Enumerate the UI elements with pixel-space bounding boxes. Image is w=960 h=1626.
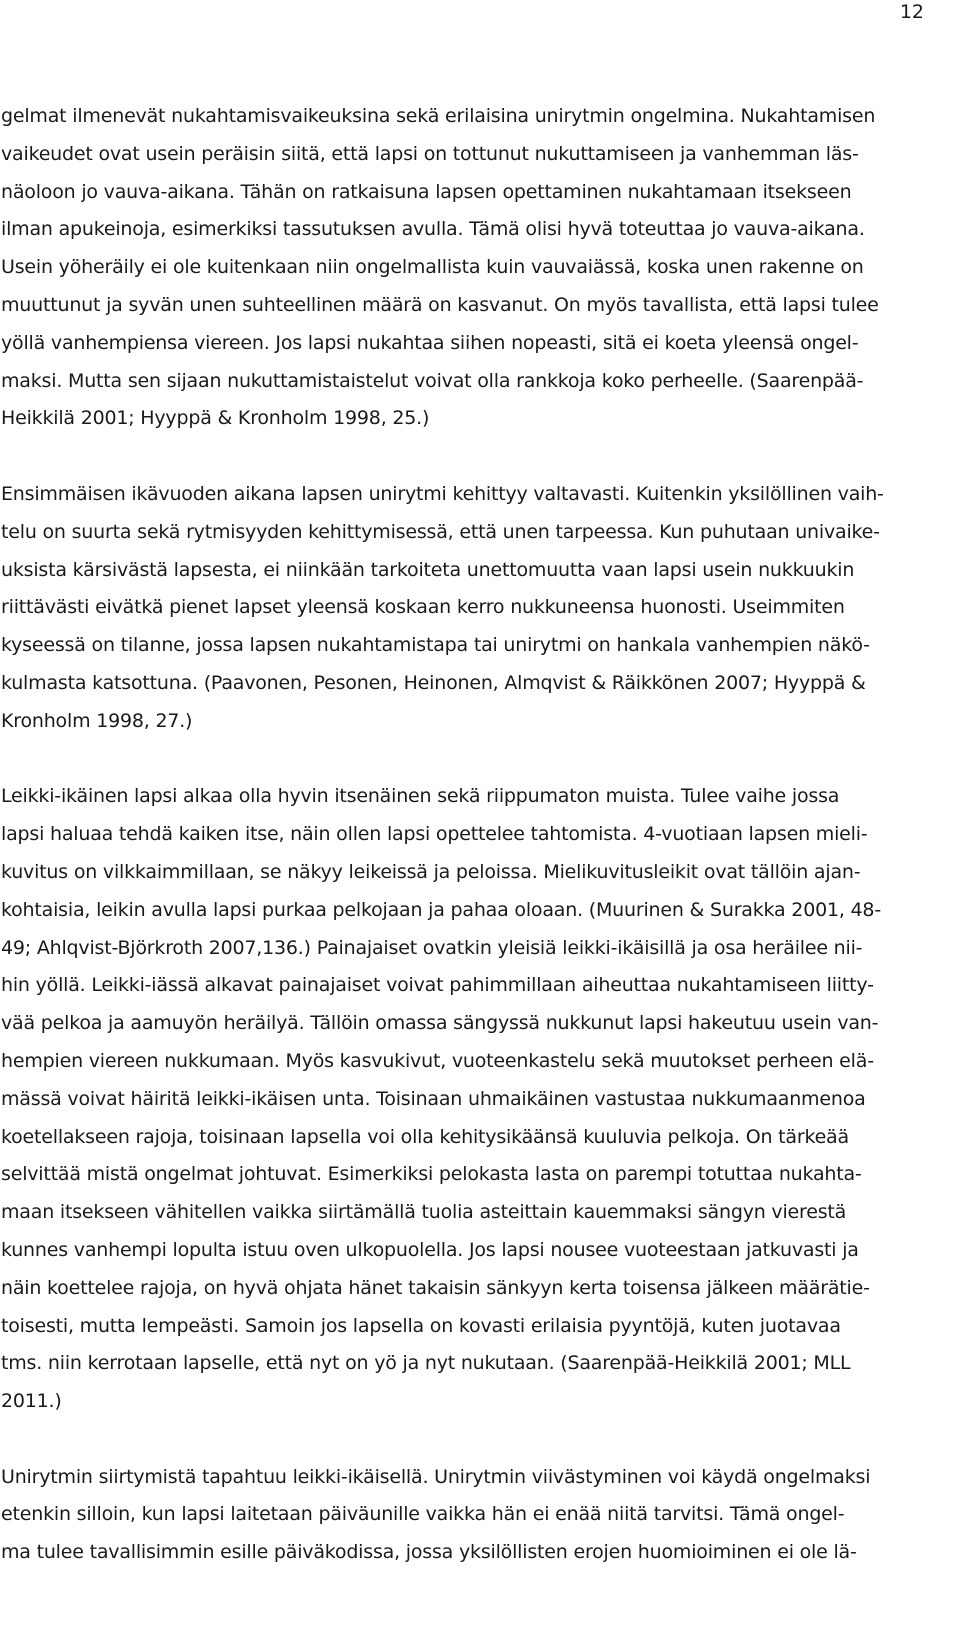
- paragraph: [1, 778, 931, 1421]
- text-line: kulmasta katsottuna. (Paavonen, Pesonen, Heinonen, Almqvist & Räikkönen 2007; Hyyppä &: [1, 671, 866, 694]
- text-line: maan itsekseen vähitellen vaikka siirtämällä tuolia asteittain kauemmaksi sängyn vierestä: [1, 1201, 847, 1224]
- page-number: 12: [899, 1, 924, 23]
- paragraph-spacer: [1, 438, 931, 476]
- text-line: selvittää mistä ongelmat johtuvat. Esimerkiksi pelokasta lasta on parempi totuttaa nukahta-: [1, 1163, 862, 1186]
- text-line: gelmat ilmenevät nukahtamisvaikeuksina sekä erilaisina unirytmin ongelmina. Nukahtamisen: [1, 105, 876, 127]
- text-line: mässä voivat häiritä leikki-ikäisen unta. Toisinaan uhmaikäinen vastustaa nukkumaanmenoa: [1, 1087, 866, 1110]
- text-line: koetellakseen rajoja, toisinaan lapsella voi olla kehitysikäänsä kuuluvia pelkoja. On tärkeää: [1, 1125, 849, 1148]
- text-line: tms. niin kerrotaan lapselle, että nyt on yö ja nyt nukutaan. (Saarenpää-Heikkilä 2001; MLL: [1, 1352, 851, 1375]
- text-line: vaikeudet ovat usein peräisin siitä, että lapsi on tottunut nukuttamiseen ja vanhemman läs-: [1, 142, 859, 165]
- text-line: riittävästi eivätkä pienet lapset yleensä koskaan kerro nukkuneensa huonosti. Useimmiten: [1, 596, 845, 619]
- document-body: [1, 98, 931, 1572]
- paragraph-spacer: [1, 741, 931, 779]
- text-line: Heikkilä 2001; Hyyppä & Kronholm 1998, 25.): [1, 407, 430, 430]
- text-line: näin koettelee rajoja, on hyvä ohjata hänet takaisin sänkyyn kerta toisensa jälkeen määrätie-: [1, 1276, 870, 1299]
- text-line: ilman apukeinoja, esimerkiksi tassutuksen avulla. Tämä olisi hyvä toteuttaa jo vauva-aikana.: [1, 218, 865, 241]
- text-line: näoloon jo vauva-aikana. Tähän on ratkaisuna lapsen opettaminen nukahtamaan itsekseen: [1, 180, 852, 203]
- text-line: telu on suurta sekä rytmisyyden kehittymisessä, että unen tarpeessa. Kun puhutaan univaike-: [1, 520, 880, 543]
- text-line: kyseessä on tilanne, jossa lapsen nukahtamistapa tai unirytmi on hankala vanhempien näkö-: [1, 634, 870, 657]
- text-line: muuttunut ja syvän unen suhteellinen määrä on kasvanut. On myös tavallista, että lapsi tulee: [1, 293, 879, 316]
- text-line: kuvitus on vilkkaimmillaan, se näkyy leikeissä ja peloissa. Mielikuvitusleikit ovat tällöin ajan-: [1, 860, 861, 883]
- text-line: Kronholm 1998, 27.): [1, 709, 193, 732]
- paragraph-spacer: [1, 1421, 931, 1459]
- text-line: kohtaisia, leikin avulla lapsi purkaa pelkojaan ja pahaa oloaan. (Muurinen & Surakka 2001, 48-: [1, 898, 881, 921]
- text-line: hin yöllä. Leikki-iässä alkavat painajaiset voivat pahimmillaan aiheuttaa nukahtamiseen liitty-: [1, 974, 874, 997]
- text-line: vää pelkoa ja aamuyön heräilyä. Tällöin omassa sängyssä nukkunut lapsi hakeutuu usein van-: [1, 1012, 879, 1035]
- text-line: 49; Ahlqvist-Björkroth 2007,136.) Painajaiset ovatkin yleisiä leikki-ikäisillä ja osa heräilee nii-: [1, 936, 863, 959]
- text-line: yöllä vanhempiensa viereen. Jos lapsi nukahtaa siihen nopeasti, sitä ei koeta yleensä ongel-: [1, 331, 859, 354]
- text-line: hempien viereen nukkumaan. Myös kasvukivut, vuoteenkastelu sekä muutokset perheen elä-: [1, 1049, 874, 1072]
- text-line: 2011.): [1, 1390, 62, 1413]
- text-line: lapsi haluaa tehdä kaiken itse, näin ollen lapsi opettelee tahtomista. 4-vuotiaan lapsen mieli-: [1, 823, 868, 846]
- text-line: Ensimmäisen ikävuoden aikana lapsen unirytmi kehittyy valtavasti. Kuitenkin yksilöllinen vaih-: [1, 482, 884, 505]
- text-line: uksista kärsivästä lapsesta, ei niinkään tarkoiteta unettomuutta vaan lapsi usein nukkuukin: [1, 558, 855, 581]
- text-line: toisesti, mutta lempeästi. Samoin jos lapsella on kovasti erilaisia pyyntöjä, kuten juotavaa: [1, 1314, 841, 1337]
- paragraph: [1, 98, 931, 438]
- text-line: Unirytmin siirtymistä tapahtuu leikki-ikäisellä. Unirytmin viivästyminen voi käydä ongelmaksi: [1, 1465, 871, 1488]
- text-line: ma tulee tavallisimmin esille päiväkodissa, jossa yksilöllisten erojen huomioiminen ei ole lä-: [1, 1541, 857, 1564]
- text-line: Leikki-ikäinen lapsi alkaa olla hyvin itsenäinen sekä riippumaton muista. Tulee vaihe jossa: [1, 785, 840, 808]
- text-line: etenkin silloin, kun lapsi laitetaan päiväunille vaikka hän ei enää niitä tarvitsi. Tämä ongel-: [1, 1503, 845, 1526]
- text-line: Usein yöheräily ei ole kuitenkaan niin ongelmallista kuin vauvaiässä, koska unen rakenne on: [1, 256, 864, 279]
- paragraph: [1, 1459, 931, 1572]
- text-line: kunnes vanhempi lopulta istuu oven ulkopuolella. Jos lapsi nousee vuoteestaan jatkuvasti ja: [1, 1238, 859, 1261]
- text-line: maksi. Mutta sen sijaan nukuttamistaistelut voivat olla rankkoja koko perheelle. (Saarenpää-: [1, 369, 864, 392]
- paragraph: [1, 476, 931, 741]
